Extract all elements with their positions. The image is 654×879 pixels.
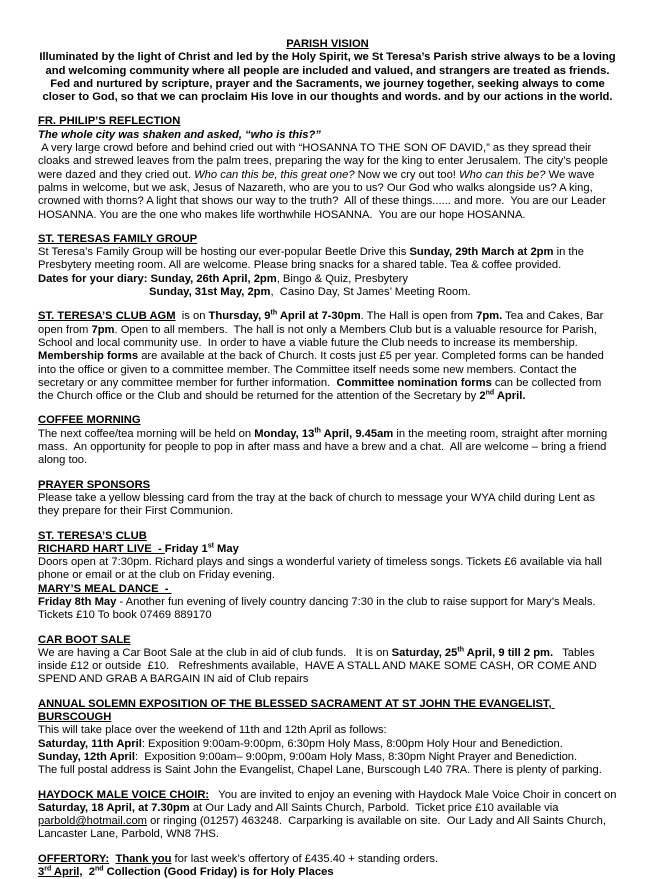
section-haydock-choir (38, 788, 620, 842)
event-date (209, 310, 361, 322)
text-run: Thursday, 9 (208, 310, 271, 323)
text-run-italic: Who can this be, this great one? (194, 168, 355, 181)
exposition-intro: This will take place over the weekend of 11th and 12th April as follows: (38, 724, 387, 737)
exposition-sunday (38, 751, 617, 764)
richard-hart-body: Doors open at 7:30pm. Richard plays and sings a wonderful variety of timeless songs. Tickets £6 available via hall phone or email or at the club on Friday evening. (38, 556, 606, 582)
text-run: St Teresa’s Family Group will be hosting our ever-popular Beetle Drive this (38, 246, 410, 259)
ordinal-suffix: th (270, 309, 278, 317)
section-family-group (38, 233, 617, 299)
text-run: The next coffee/tea morning will be held on (38, 427, 255, 440)
text-run: are available at the back of Church. It costs just £5 per year. Completed forms can be handed into the office or given to a committee member. The Committee itself needs some new members. Contact the secretary or any committee member for further information. (38, 350, 607, 389)
text-run: Monday, 13 (254, 427, 315, 440)
text-run: at Our Lady and All Saints Church, Parbold. Ticket price £10 available via (189, 801, 562, 814)
text-run: April. (494, 390, 526, 403)
car-boot-body (38, 647, 617, 687)
event-date: Friday 8th May (38, 595, 117, 608)
text-run: : Exposition 9:00am– 9:00pm, 9:00am Holy Mass, 8:30pm Night Prayer and Benediction. (134, 750, 578, 763)
text-run-bold: Committee nomination forms (336, 376, 492, 389)
event-date: Saturday, 11th April (38, 737, 142, 750)
section-reflection (38, 115, 617, 221)
ordinal-suffix: st (207, 542, 214, 550)
text-run: April, (51, 866, 83, 879)
section-exposition (38, 698, 617, 778)
text-run: 2 (479, 390, 486, 403)
section-coffee-morning (38, 414, 617, 467)
parish-vision-title: PARISH VISION (286, 38, 369, 50)
section-heading: ST. TERESAS FAMILY GROUP (38, 232, 198, 245)
coffee-morning-body (38, 428, 617, 468)
diary-date: Sunday, 31st May, 2pm (149, 286, 271, 299)
offertory-label: OFFERTORY: (38, 852, 110, 865)
exposition-address: The full postal address is Saint John the Evangelist, Chapel Lane, Burscough L40 7RA. There is plenty of parking. (38, 764, 602, 777)
section-heading: CAR BOOT SALE (38, 633, 131, 646)
text-run: Now we cry out too! (354, 168, 460, 181)
text-run: Saturday, 25 (391, 646, 458, 659)
text-run-italic: Who can this be? (459, 168, 546, 181)
text-run: for last week’s offertory of £435.40 + standing orders. (171, 852, 439, 865)
ordinal-suffix: rd (44, 865, 52, 873)
text-run: April at 7-30pm (277, 310, 361, 323)
club-agm-body (38, 310, 617, 403)
section-prayer-sponsors (38, 479, 617, 519)
section-heading: COFFEE MORNING (38, 414, 141, 427)
text-run: A very large crowd before and behind cried out with “HOSANNA TO THE SON OF DAVID,” as they spread their cloaks and strewed leaves from the palm trees, preparing the way for the king to enter Jerusalem. The city’s people were dazed and they cried out. (38, 142, 611, 181)
text-run: April, 9 till 2 pm. (463, 646, 554, 659)
offertory-line-1 (38, 853, 617, 866)
ordinal-suffix: th (457, 646, 464, 654)
text-run: Tea and Cakes, Bar open from (38, 310, 607, 336)
event-date: Sunday, 29th March at 2pm (409, 246, 554, 259)
text-run: Friday 1 (164, 542, 208, 555)
haydock-body (38, 788, 620, 842)
section-car-boot-sale (38, 634, 617, 687)
text-run: , Casino Day, St James’ Meeting Room. (270, 286, 471, 299)
section-heading: FR. PHILIP’S REFLECTION (38, 115, 181, 128)
thank-you-label: Thank you (115, 852, 172, 865)
section-heading: ST. TERESA’S CLUB AGM (38, 310, 176, 323)
email-link[interactable]: parbold@hotmail.com (38, 815, 147, 828)
text-run: . The Hall is open from (360, 310, 477, 323)
family-group-body (38, 246, 617, 273)
section-offertory (38, 853, 617, 879)
event-date (165, 543, 239, 555)
text-run: Tables inside £12 or outside £10. Refreshments available, HAVE A STALL AND MAKE SOME CASH, OR COME AND SPEND AND GRAB A BARGAIN IN aid of Club repairs (38, 646, 600, 686)
event-date (392, 647, 553, 659)
section-club-agm (38, 310, 617, 403)
text-run: is on (175, 310, 209, 323)
exposition-saturday (38, 738, 617, 751)
text-run: Collection (Good Friday) is for Holy Places (103, 866, 334, 879)
section-heading: PRAYER SPONSORS (38, 478, 151, 491)
text-run: can be collected from the Church office or the Club and should be returned for the attention of the Secretary by (38, 376, 605, 403)
diary-line-1 (38, 273, 617, 286)
event-date (254, 428, 393, 440)
section-heading: HAYDOCK MALE VOICE CHOIR: (38, 788, 210, 801)
text-run-bold: 7pm. (476, 310, 503, 323)
section-parish-vision (38, 38, 617, 104)
collection-info (83, 866, 334, 878)
prayer-sponsors-body: Please take a yellow blessing card from the tray at the back of church to message your WYA child during Lent as they prepare for their First Communion. (38, 491, 599, 518)
section-heading: ANNUAL SOLEMN EXPOSITION OF THE BLESSED SACRAMENT AT ST JOHN THE EVANGELIST, BURSCOUGH (38, 697, 555, 724)
text-run-bold: 7pm (91, 323, 115, 336)
diary-line-2 (38, 286, 617, 299)
offertory-line-2 (38, 866, 617, 879)
text-run: or ringing (01257) 463248. Carparking is available on site. Our Lady and All Saints Church, Lancaster Lane, Parbold, WN8 7HS. (38, 815, 610, 841)
text-run: . Open to all members. The hall is not only a Members Club but is a valuable resource for Parish, School and local community use. In order to have a viable future the Club needs to increase its membership. (38, 323, 600, 349)
reflection-body (38, 142, 617, 222)
section-st-teresas-club (38, 530, 617, 623)
event-heading: RICHARD HART LIVE - (38, 542, 165, 555)
ordinal-suffix: th (314, 426, 321, 434)
section-heading: ST. TERESA’S CLUB (38, 529, 147, 542)
ordinal-suffix: nd (485, 389, 495, 397)
text-run: , Bingo & Quiz, Presbytery (276, 272, 408, 285)
event-heading: MARY’S MEAL DANCE - (38, 582, 172, 595)
text-run: in the meeting room, straight after morning mass. An opportunity for people to pop in after mass and have a brew and a chat. All are welcome – bring a friend along too. (38, 427, 611, 467)
text-run-bold: Membership forms (38, 350, 139, 363)
collection-date (38, 866, 83, 878)
parish-vision-body: Illuminated by the light of Christ and led by the Holy Spirit, we St Teresa’s Parish strive always to be a loving and welcoming community where all people are included and valued, and strangers are treated as friends. Fed and nurtured by scripture, prayer and the Sacraments, we journey together, seeking always to come closer to God, so that we can proclaim His love in our thoughts and words. and by our actions in the world. (39, 51, 619, 104)
ordinal-suffix: nd (94, 865, 104, 873)
text-run: 2 (82, 866, 95, 879)
text-run: You are invited to enjoy an evening with Haydock Male Voice Choir in concert on (209, 788, 620, 801)
text-run: May (213, 542, 239, 555)
text-run: We wave palms in welcome, but we ask, Jesus of Nazareth, who are you to us? Our God who walks alongside us? A king, crowned with thorns? A light that shows our way to the truth? All of these things...... and more. You are our Leader HOSANNA. You are the one who makes life worthwhile HOSANNA. You are our hope HOSANNA. (38, 168, 609, 221)
text-run: We are having a Car Boot Sale at the club in aid of club funds. It is on (38, 646, 392, 659)
marys-meal-body (38, 596, 617, 623)
text-run: in the Presbytery meeting room. All are welcome. Please bring snacks for a shared table. Tea & coffee provided. (38, 246, 588, 272)
event-date: Sunday, 12th April (38, 750, 135, 763)
diary-date: Dates for your diary: Sunday, 26th April, 2pm (38, 272, 277, 285)
reflection-quote: The whole city was shaken and asked, “who is this?” (38, 128, 321, 141)
text-run: April, 9.45am (320, 427, 394, 440)
event-date (479, 390, 525, 402)
text-run: : Exposition 9:00am-9:00pm, 6:30pm Holy Mass, 8:00pm Holy Hour and Benediction. (141, 737, 563, 750)
richard-hart-heading (38, 543, 617, 556)
text-run: 3 (38, 866, 45, 879)
event-date: Saturday, 18 April, at 7.30pm (38, 801, 190, 814)
text-run: - Another fun evening of lively country dancing 7:30 in the club to raise support for Mary’s Meals. Tickets £10 To book 07469 889170 (38, 595, 599, 622)
